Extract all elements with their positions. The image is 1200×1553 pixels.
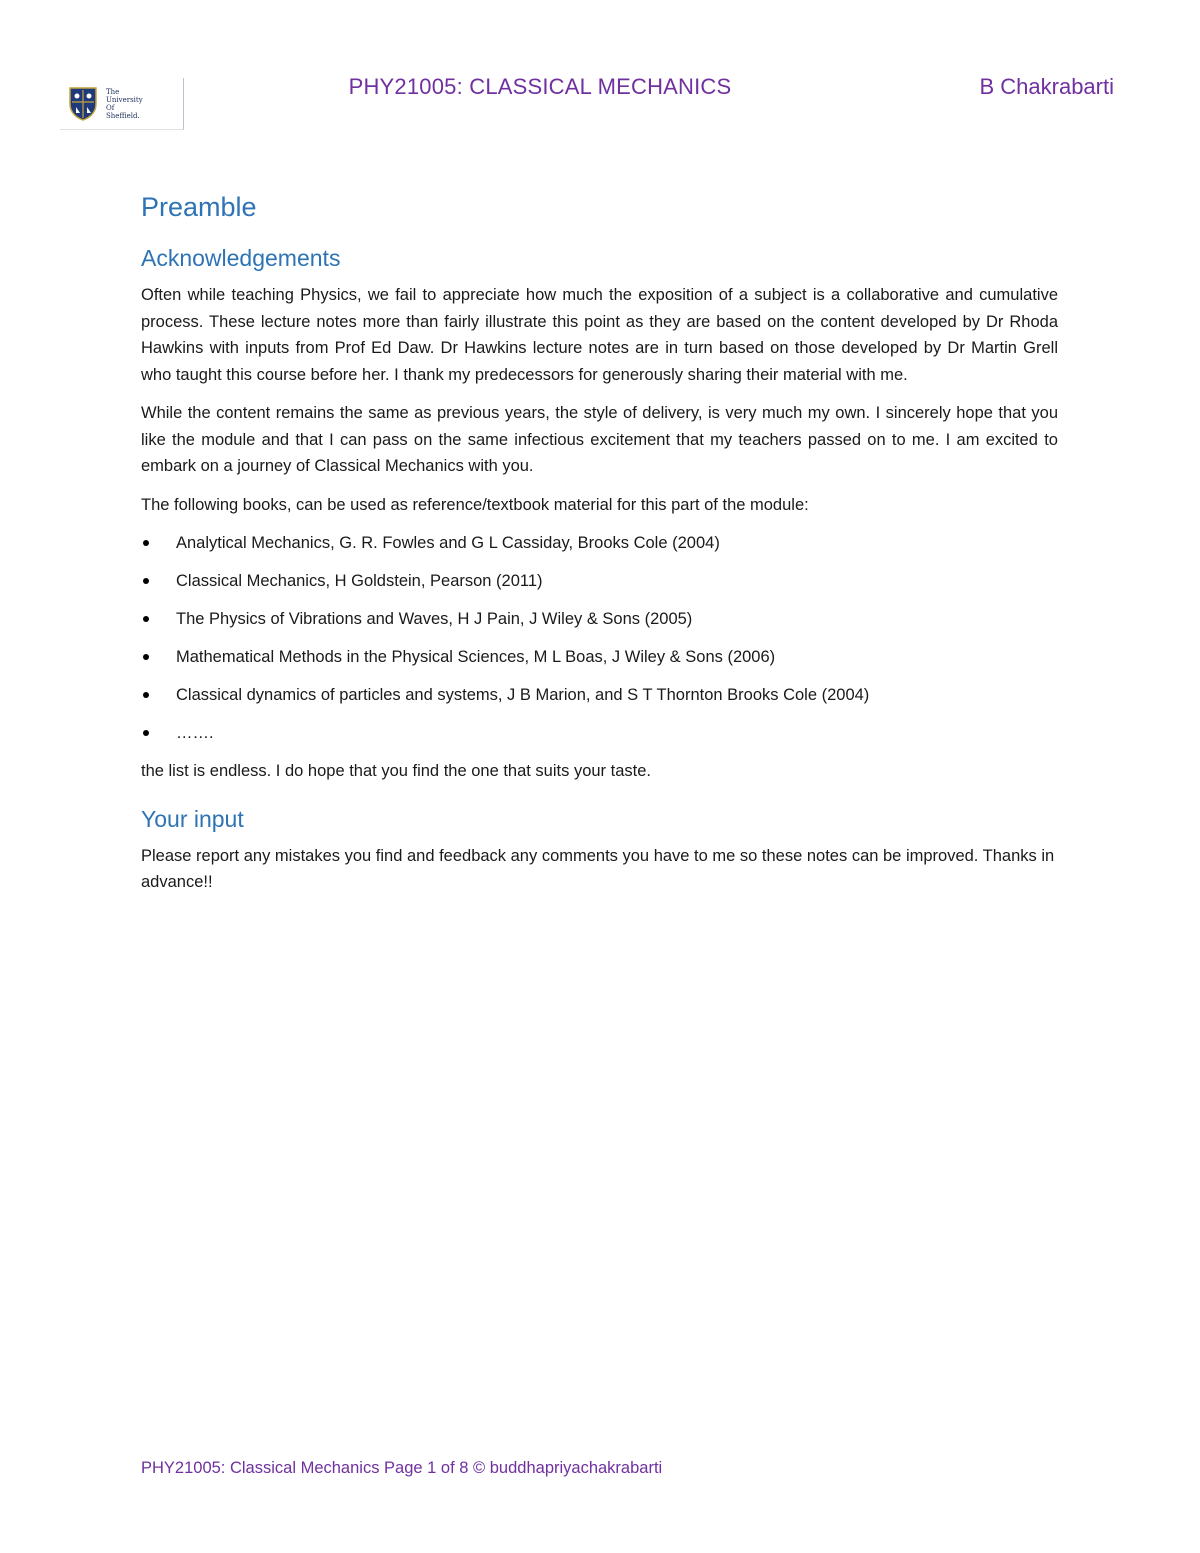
paragraph: Often while teaching Physics, we fail to appreciate how much the exposition of a subject is a collaborative and cumulative process. These lecture notes more than fairly illustrate this point as they are based on the content developed by Dr Rhoda Hawkins with inputs from Prof Ed Daw. Dr Hawkins lecture notes are in turn based on those developed by Dr Martin Grell who taught this course before her. I thank my predecessors for generously sharing their material with me. [141, 286, 1058, 384]
document-body [141, 188, 1058, 908]
bullet-icon [143, 578, 149, 584]
book-title: ……. [176, 724, 214, 742]
paragraph: The following books, can be used as reference/textbook material for this part of the module: [141, 495, 809, 514]
book-list-item [141, 530, 1058, 557]
bullet-icon [143, 730, 149, 736]
page-footer: PHY21005: Classical Mechanics Page 1 of 8 © buddhapriyachakrabarti [141, 1459, 663, 1477]
book-title: Classical dynamics of particles and systems, J B Marion, and S T Thornton Brooks Cole (2004) [176, 686, 870, 704]
paragraph: While the content remains the same as previous years, the style of delivery, is very much my own. I sincerely hope that you like the module and that I can pass on the same infectious excitement that my teachers passed on to me. I am excited to embark on a journey of Classical Mechanics with you. [141, 404, 1058, 475]
book-list-item [141, 682, 1058, 709]
bullet-icon [143, 692, 149, 698]
bullet-icon [143, 654, 149, 660]
header-course-title: PHY21005: CLASSICAL MECHANICS [348, 74, 732, 99]
book-title: Analytical Mechanics, G. R. Fowles and G L Cassiday, Brooks Cole (2004) [176, 534, 720, 552]
closing-paragraph: the list is endless. I do hope that you find the one that suits your taste. [141, 762, 651, 780]
bullet-icon [143, 540, 149, 546]
bullet-icon [143, 616, 149, 622]
book-title: Mathematical Methods in the Physical Sciences, M L Boas, J Wiley & Sons (2006) [176, 648, 776, 666]
book-list-item [141, 568, 1058, 595]
book-title: Classical Mechanics, H Goldstein, Pearson (2011) [176, 572, 543, 590]
section-heading-your-input: Your input [141, 805, 244, 832]
book-title: The Physics of Vibrations and Waves, H J Pain, J Wiley & Sons (2005) [176, 610, 693, 628]
page-heading: Preamble [141, 192, 257, 222]
book-list-item [141, 606, 1058, 633]
book-list-item [141, 720, 1058, 747]
book-list [141, 530, 1058, 747]
book-list-item [141, 644, 1058, 671]
header-author: B Chakrabarti [979, 74, 1114, 99]
section-heading-acknowledgements: Acknowledgements [141, 245, 341, 271]
your-input-paragraph: Please report any mistakes you find and feedback any comments you have to me so these notes can be improved. Thanks in advance!! [141, 846, 1055, 891]
university-logo-text: The University Of Sheffield. [106, 88, 143, 120]
